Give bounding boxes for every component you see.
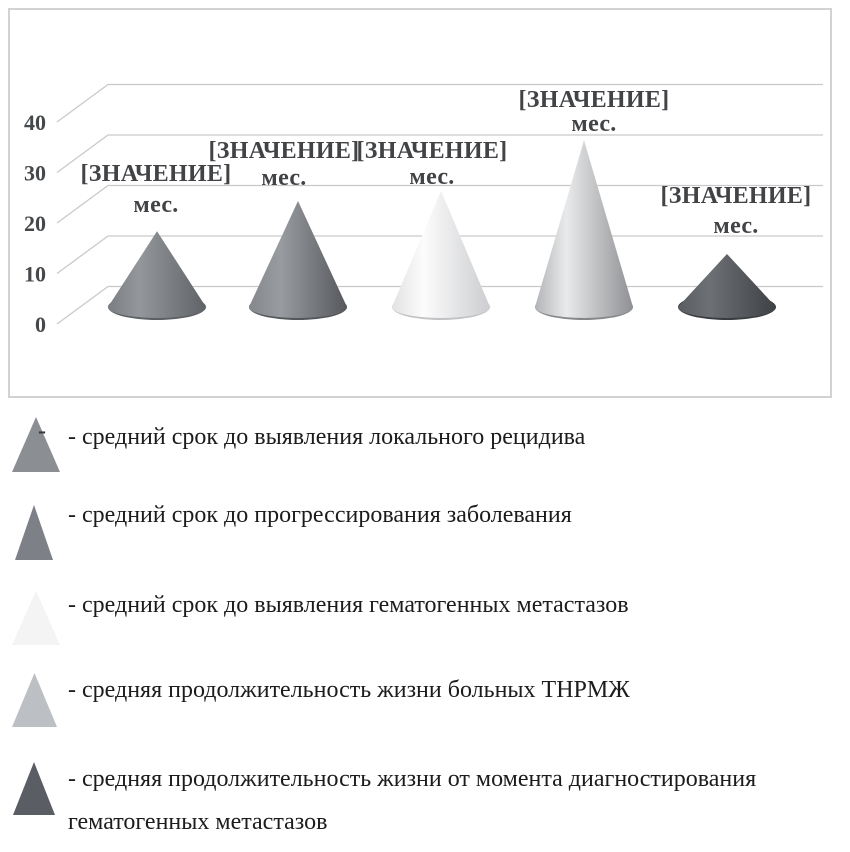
legend-triangle-icon-2 xyxy=(15,505,53,560)
y-axis-tick-label: 10 xyxy=(24,261,46,287)
legend-item-label-4: - средняя продолжительность жизни больных ТНРМЖ xyxy=(68,677,630,703)
cone-bar xyxy=(535,140,633,318)
legend-item-label-5-line2: гематогенных метастазов xyxy=(68,809,328,835)
y-axis-tick-label: 40 xyxy=(24,110,46,135)
chart-legend xyxy=(0,398,850,852)
data-label: [ЗНАЧЕНИЕ] мес. xyxy=(208,138,360,191)
cone-bar xyxy=(392,191,490,318)
legend-item-label-3: - средний срок до выявления гематогенных метастазов xyxy=(68,592,629,618)
cone-bar xyxy=(249,201,347,318)
y-axis-tick-label: 20 xyxy=(24,211,46,236)
legend-item-label-2: - средний срок до прогрессирования заболевания xyxy=(68,502,572,528)
data-label: [ЗНАЧЕНИЕ] мес. xyxy=(518,87,670,137)
cone-bar xyxy=(108,231,206,318)
data-label: [ЗНАЧЕНИЕ] мес. xyxy=(356,138,508,190)
gridline xyxy=(57,85,823,123)
legend-triangle-icon-3 xyxy=(12,591,60,645)
legend-extra-dash: - xyxy=(38,418,46,444)
cone-chart-svg xyxy=(8,8,832,398)
y-axis-tick-label: 0 xyxy=(35,312,46,337)
legend-triangle-icon-4 xyxy=(12,673,57,727)
legend-item-label-1: - средний срок до выявления локального рецидива xyxy=(68,424,586,450)
y-axis-tick-label: 30 xyxy=(24,160,46,186)
data-label: [ЗНАЧЕНИЕ] мес. xyxy=(80,161,232,218)
data-label: [ЗНАЧЕНИЕ] мес. xyxy=(660,183,812,239)
legend-triangle-icon-1 xyxy=(12,417,60,472)
legend-triangle-icon-5 xyxy=(13,762,55,815)
legend-item-label-5-line1: - средняя продолжительность жизни от момента диагностирования xyxy=(68,766,757,792)
